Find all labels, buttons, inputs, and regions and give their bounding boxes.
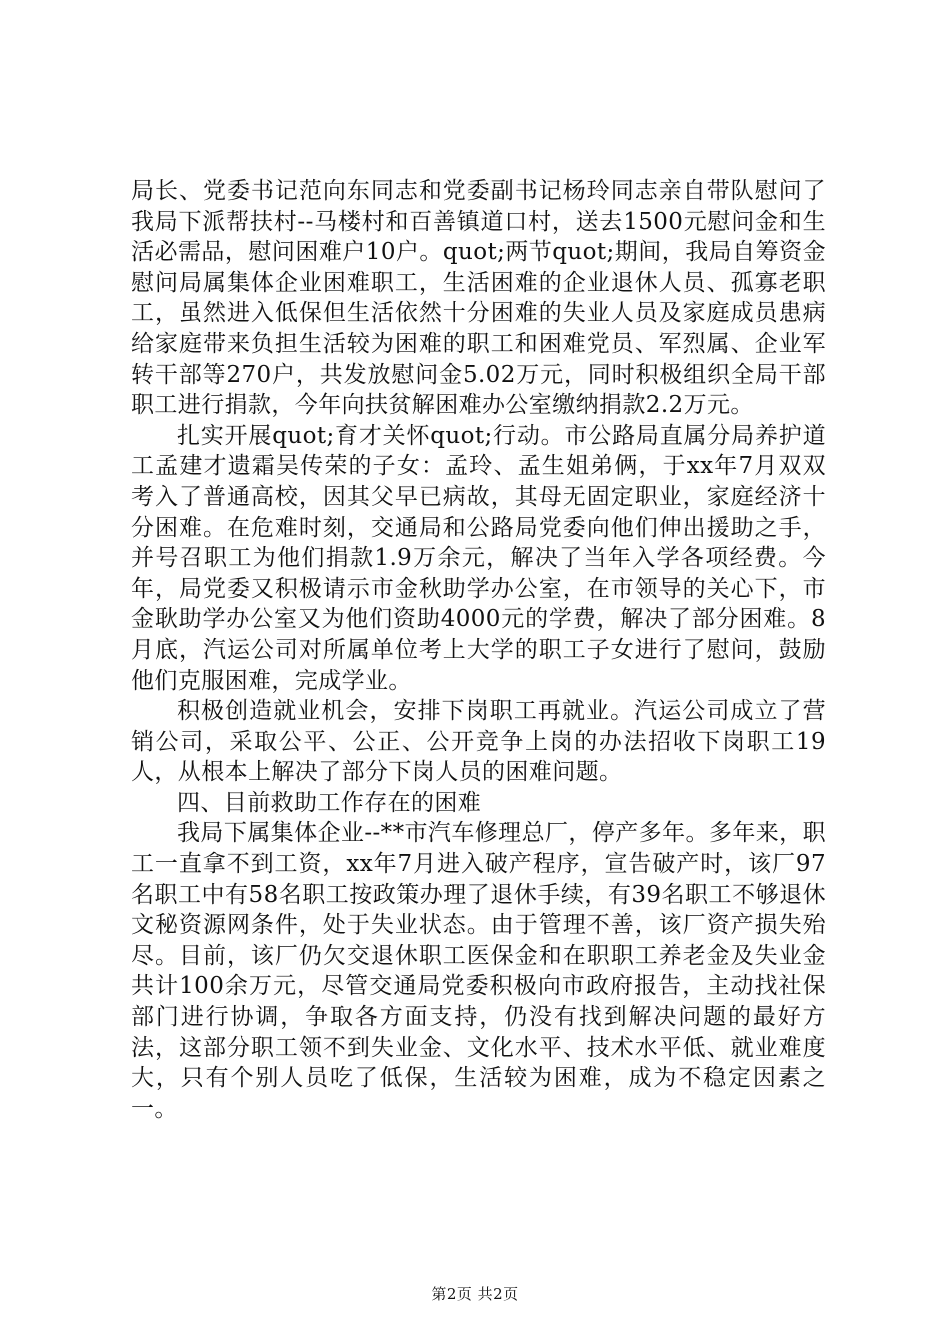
paragraph-2: 扎实开展quot;育才关怀quot;行动。市公路局直属分局养护道工孟建才遗霜吴传荣的子女：孟玲、孟生姐弟俩，于xx年7月双双考入了普通高校，因其父早已病故，其母无固定职业，家庭经济十分困难。在危难时刻，交通局和公路局党委向他们伸出援助之手，并号召职工为他们捐款1.9万余元，解决了当年入学各项经费。今年，局党委又积极请示市金秋助学办公室，在市领导的关心下，市金耿助学办公室又为他们资助4000元的学费，解决了部分困难。8月底，汽运公司对所属单位考上大学的职工子女进行了慰问，鼓励他们克服困难，完成学业。 [131,422,826,694]
section-heading: 四、目前救助工作存在的困难 [177,789,482,816]
paragraph-4: 我局下属集体企业--**市汽车修理总厂，停产多年。多年来，职工一直拿不到工资，xx年7月进入破产程序，宣告破产时，该厂97名职工中有58名职工按政策办理了退休手续，有39名职工不够退休文秘资源网条件，处于失业状态。由于管理不善，该厂资产损失殆尽。目前，该厂仍欠交退休职工医保金和在职职工养老金及失业金共计100余万元，尽管交通局党委积极向市政府报告，主动找社保部门进行协调，争取各方面支持，仍没有找到解决问题的最好方法，这部分职工领不到失业金、文化水平、技术水平低、就业难度大，只有个别人员吃了低保，生活较为困难，成为不稳定因素之一。 [131,820,826,1122]
paragraph-1: 局长、党委书记范向东同志和党委副书记杨玲同志亲自带队慰问了我局下派帮扶村--马楼村和百善镇道口村，送去1500元慰问金和生活必需品，慰问困难户10户。quot;两节quot;期间，我局自筹资金慰问局属集体企业困难职工，生活困难的企业退休人员、孤寡老职工，虽然进入低保但生活依然十分困难的失业人员及家庭成员患病给家庭带来负担生活较为困难的职工和困难党员、军烈属、企业军转干部等270户，共发放慰问金5.02万元，同时积极组织全局干部职工进行捐款，今年向扶贫解困难办公室缴纳捐款2.2万元。 [131,178,826,419]
document-body [131,176,826,1124]
page-footer: 第2页 共2页 [431,1285,519,1303]
paragraph-3: 积极创造就业机会，安排下岗职工再就业。汽运公司成立了营销公司，采取公平、公正、公开竞争上岗的办法招收下岗职工19人，从根本上解决了部分下岗人员的困难问题。 [131,698,826,786]
